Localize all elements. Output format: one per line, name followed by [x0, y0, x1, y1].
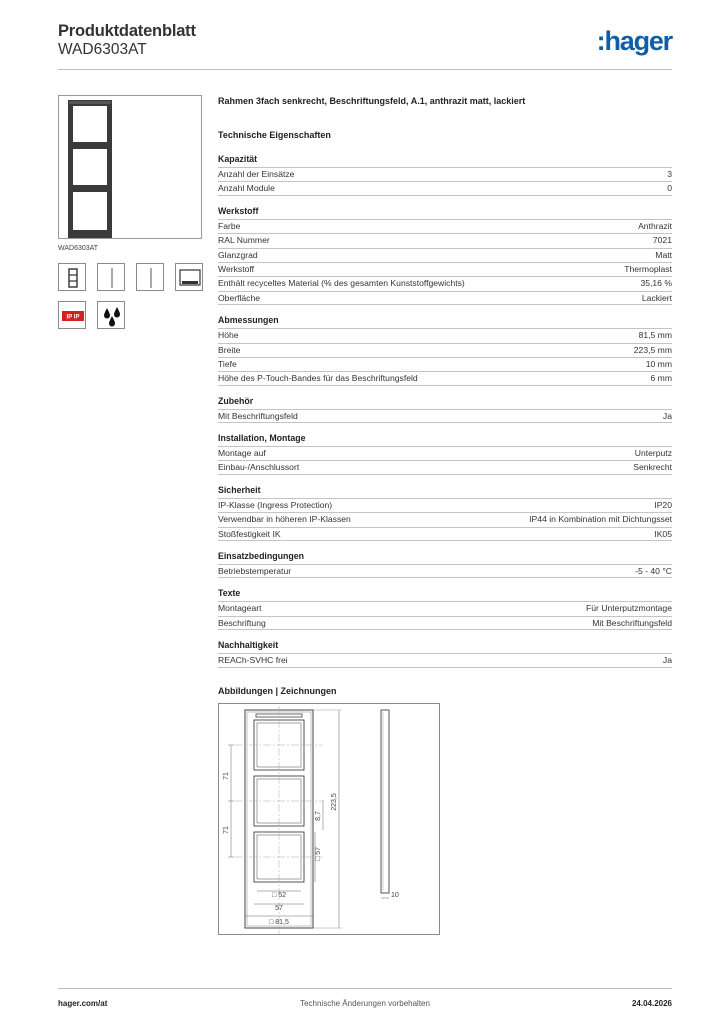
- property-row: [218, 371, 672, 385]
- property-value: 6 mm: [650, 373, 672, 384]
- property-label: Mit Beschriftungsfeld: [218, 410, 298, 421]
- dim-223-5: 223,5: [331, 792, 338, 811]
- property-label: Betriebstemperatur: [218, 566, 292, 577]
- property-row: [218, 233, 672, 247]
- property-row: [218, 248, 672, 262]
- property-row: [218, 616, 672, 630]
- properties-sections: [218, 154, 672, 668]
- dim-57-horizontal: 57: [275, 904, 283, 912]
- ip-rating-icon: [58, 301, 86, 329]
- property-label: Tiefe: [218, 358, 237, 369]
- footer-date: 24.04.2026: [631, 999, 672, 1008]
- property-label: Anzahl der Einsätze: [218, 169, 295, 179]
- drawings-heading: Abbildungen | Zeichnungen: [218, 685, 337, 696]
- product-code: WAD6303AT: [58, 41, 147, 58]
- property-row: [218, 328, 672, 342]
- property-row: [218, 181, 672, 195]
- section-title: Abmessungen: [218, 315, 279, 326]
- property-label: Montageart: [218, 603, 262, 614]
- property-value: Ja: [662, 410, 672, 421]
- dim-57-vertical: □ 57: [315, 846, 322, 861]
- dim-71-top: 71: [223, 771, 230, 780]
- property-label: REACh-SVHC frei: [218, 655, 288, 666]
- property-value: Matt: [655, 249, 672, 260]
- property-section: [218, 154, 672, 196]
- property-label: Enthält recyceltes Material (% des gesamten Kunststoffgewichts): [218, 278, 465, 289]
- feature-icons-row-2: [58, 301, 125, 329]
- property-section: [218, 433, 672, 475]
- property-value: IP20: [654, 499, 672, 510]
- property-label: Farbe: [218, 220, 241, 231]
- property-row: [218, 512, 672, 526]
- property-value: 7021: [652, 235, 672, 246]
- product-description: Rahmen 3fach senkrecht, Beschriftungsfeld, A.1, anthrazit matt, lackiert: [218, 96, 526, 106]
- single-line-icon: [97, 263, 125, 291]
- property-label: Breite: [218, 344, 241, 355]
- property-value: IP44 in Kombination mit Dichtungsset: [529, 514, 672, 525]
- dim-52: □ 52: [272, 891, 286, 899]
- section-title: Texte: [218, 588, 241, 599]
- property-section: [218, 551, 672, 578]
- property-row: [218, 276, 672, 290]
- section-title: Kapazität: [218, 154, 258, 164]
- hager-logo: [597, 26, 672, 56]
- property-label: Glanzgrad: [218, 249, 258, 260]
- property-row: [218, 262, 672, 276]
- logo-text: :hager: [596, 26, 672, 56]
- property-value: 81,5 mm: [638, 330, 672, 341]
- property-section: [218, 315, 672, 386]
- technical-drawing: [218, 703, 440, 935]
- property-label: Montage auf: [218, 448, 266, 459]
- section-title: Sicherheit: [218, 484, 261, 495]
- property-section: [218, 485, 672, 541]
- property-value: -5 - 40 °C: [635, 566, 672, 577]
- property-row: [218, 357, 672, 371]
- property-value: Mit Beschriftungsfeld: [592, 617, 672, 628]
- product-media: [58, 95, 202, 321]
- property-row: [218, 564, 672, 578]
- page-footer: [58, 988, 672, 1012]
- dim-81-5: □ 81,5: [269, 918, 289, 926]
- property-row: [218, 219, 672, 233]
- property-value: Anthrazit: [638, 220, 672, 231]
- property-value: Für Unterputzmontage: [586, 603, 672, 614]
- property-value: 0: [667, 183, 672, 194]
- dim-71-bottom: 71: [223, 825, 230, 834]
- ip-badge-text: IP IP: [66, 314, 80, 321]
- property-section: [218, 588, 672, 630]
- property-label: Anzahl Module: [218, 183, 275, 194]
- section-title: Einsatzbedingungen: [218, 551, 305, 562]
- property-label: Beschriftung: [218, 617, 266, 628]
- property-section: [218, 396, 672, 423]
- property-label: Stoßfestigkeit IK: [218, 528, 281, 539]
- property-label: IP-Klasse (Ingress Protection): [218, 499, 333, 510]
- dim-8-7: 8,7: [315, 810, 322, 821]
- property-label: Oberfläche: [218, 292, 261, 303]
- product-details: [218, 96, 672, 935]
- document-title: Produktdatenblatt: [58, 22, 196, 40]
- section-title: Nachhaltigkeit: [218, 640, 279, 651]
- section-title: Werkstoff: [218, 205, 259, 216]
- property-label: Verwendbar in höheren IP-Klassen: [218, 514, 351, 525]
- property-row: [218, 291, 672, 305]
- single-line-icon-2: [136, 263, 164, 291]
- property-label: Werkstoff: [218, 263, 254, 274]
- property-value: Unterputz: [634, 448, 672, 459]
- footer-notice: Technische Änderungen vorbehalten: [300, 999, 430, 1008]
- property-label: RAL Nummer: [218, 235, 270, 246]
- feature-icons-row-1: [58, 263, 203, 291]
- property-value: Lackiert: [641, 292, 672, 303]
- product-image-caption: WAD6303AT: [58, 245, 99, 252]
- property-label: Höhe: [218, 330, 239, 341]
- water-drops-icon: [97, 301, 125, 329]
- property-section: [218, 206, 672, 305]
- product-image: [58, 95, 202, 239]
- technical-properties-heading: Technische Eigenschaften: [218, 130, 331, 140]
- property-value: Thermoplast: [624, 263, 672, 274]
- property-label: Einbau-/Anschlussort: [218, 462, 300, 473]
- property-row: [218, 653, 672, 667]
- property-value: 223,5 mm: [633, 344, 672, 355]
- property-value: 10 mm: [645, 358, 672, 369]
- property-row: [218, 601, 672, 615]
- property-section: [218, 640, 672, 667]
- section-title: Zubehör: [218, 395, 254, 406]
- property-value: Senkrecht: [633, 462, 672, 473]
- dim-10: 10: [391, 891, 399, 899]
- vertical-frame-icon: [58, 263, 86, 291]
- label-field-icon: [175, 263, 203, 291]
- property-row: [218, 498, 672, 512]
- property-row: [218, 167, 672, 181]
- property-row: [218, 460, 672, 474]
- property-row: [218, 409, 672, 423]
- property-row: [218, 343, 672, 357]
- property-label: Höhe des P-Touch-Bandes für das Beschriftungsfeld: [218, 373, 418, 384]
- property-value: 35,16 %: [640, 278, 672, 289]
- property-value: Ja: [662, 655, 672, 666]
- footer-website-link[interactable]: hager.com/at: [58, 999, 108, 1008]
- section-title: Installation, Montage: [218, 433, 306, 444]
- page-header: [58, 20, 672, 70]
- property-row: [218, 527, 672, 541]
- property-value: IK05: [654, 528, 672, 539]
- property-row: [218, 446, 672, 460]
- property-value: 3: [667, 169, 672, 179]
